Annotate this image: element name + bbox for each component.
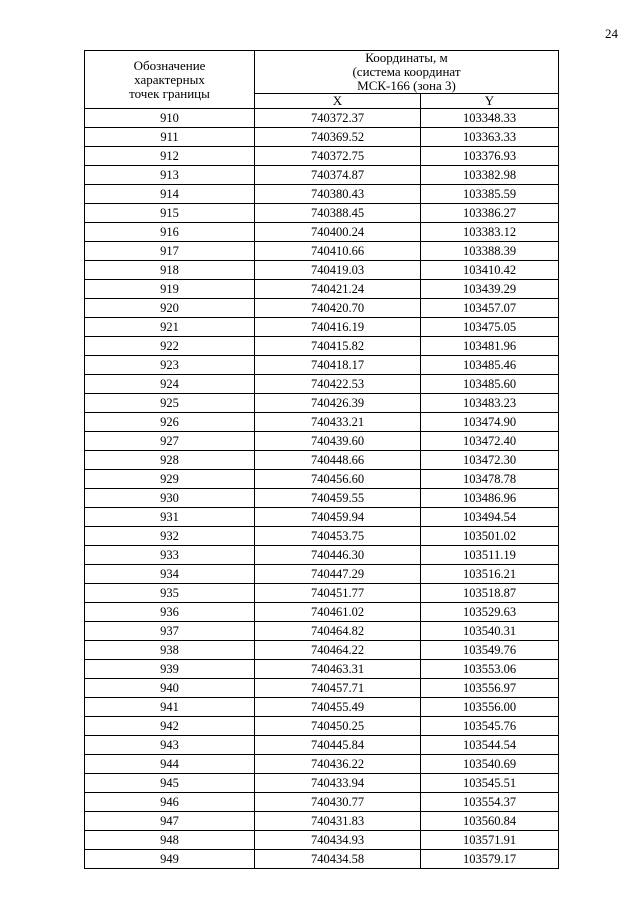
point-id-cell: 940 bbox=[85, 679, 255, 698]
y-coordinate-cell: 103553.06 bbox=[421, 660, 559, 679]
point-id-cell: 916 bbox=[85, 223, 255, 242]
table-row bbox=[85, 679, 559, 698]
x-coordinate-cell: 740459.55 bbox=[255, 489, 421, 508]
table-row bbox=[85, 831, 559, 850]
point-id-cell: 939 bbox=[85, 660, 255, 679]
x-coordinate-cell: 740400.24 bbox=[255, 223, 421, 242]
y-coordinate-cell: 103544.54 bbox=[421, 736, 559, 755]
x-coordinate-cell: 740431.83 bbox=[255, 812, 421, 831]
table-body bbox=[85, 109, 559, 869]
point-id-cell: 943 bbox=[85, 736, 255, 755]
table-row bbox=[85, 470, 559, 489]
y-coordinate-cell: 103540.31 bbox=[421, 622, 559, 641]
table-row bbox=[85, 432, 559, 451]
x-coordinate-cell: 740410.66 bbox=[255, 242, 421, 261]
table-row bbox=[85, 394, 559, 413]
point-id-cell: 924 bbox=[85, 375, 255, 394]
point-id-cell: 914 bbox=[85, 185, 255, 204]
x-coordinate-cell: 740434.58 bbox=[255, 850, 421, 869]
header-point-designation-label: Обозначение характерных точек границы bbox=[129, 57, 210, 101]
y-coordinate-cell: 103516.21 bbox=[421, 565, 559, 584]
point-id-cell: 931 bbox=[85, 508, 255, 527]
table-row bbox=[85, 375, 559, 394]
table-row bbox=[85, 166, 559, 185]
y-coordinate-cell: 103518.87 bbox=[421, 584, 559, 603]
y-coordinate-cell: 103383.12 bbox=[421, 223, 559, 242]
table-row bbox=[85, 356, 559, 375]
table-row bbox=[85, 546, 559, 565]
header-y: Y bbox=[421, 94, 559, 109]
y-coordinate-cell: 103382.98 bbox=[421, 166, 559, 185]
x-coordinate-cell: 740369.52 bbox=[255, 128, 421, 147]
x-coordinate-cell: 740426.39 bbox=[255, 394, 421, 413]
point-id-cell: 917 bbox=[85, 242, 255, 261]
table-row bbox=[85, 185, 559, 204]
x-coordinate-cell: 740434.93 bbox=[255, 831, 421, 850]
x-coordinate-cell: 740380.43 bbox=[255, 185, 421, 204]
table-row bbox=[85, 622, 559, 641]
point-id-cell: 923 bbox=[85, 356, 255, 375]
x-coordinate-cell: 740418.17 bbox=[255, 356, 421, 375]
header-coordinates-label: Координаты, м (система координат МСК-166 (зона 3) bbox=[352, 50, 461, 93]
y-coordinate-cell: 103483.23 bbox=[421, 394, 559, 413]
header-coordinates bbox=[255, 51, 559, 94]
point-id-cell: 938 bbox=[85, 641, 255, 660]
point-id-cell: 929 bbox=[85, 470, 255, 489]
table-row bbox=[85, 489, 559, 508]
table-row bbox=[85, 584, 559, 603]
y-coordinate-cell: 103571.91 bbox=[421, 831, 559, 850]
point-id-cell: 922 bbox=[85, 337, 255, 356]
header-x: X bbox=[255, 94, 421, 109]
table-row bbox=[85, 793, 559, 812]
y-coordinate-cell: 103472.30 bbox=[421, 451, 559, 470]
y-coordinate-cell: 103386.27 bbox=[421, 204, 559, 223]
table-header bbox=[85, 51, 559, 109]
table-row bbox=[85, 508, 559, 527]
point-id-cell: 910 bbox=[85, 109, 255, 128]
x-coordinate-cell: 740450.25 bbox=[255, 717, 421, 736]
table-row bbox=[85, 128, 559, 147]
point-id-cell: 945 bbox=[85, 774, 255, 793]
y-coordinate-cell: 103556.00 bbox=[421, 698, 559, 717]
table-row bbox=[85, 603, 559, 622]
point-id-cell: 912 bbox=[85, 147, 255, 166]
point-id-cell: 921 bbox=[85, 318, 255, 337]
x-coordinate-cell: 740433.94 bbox=[255, 774, 421, 793]
table-row bbox=[85, 736, 559, 755]
y-coordinate-cell: 103472.40 bbox=[421, 432, 559, 451]
header-point-designation bbox=[85, 51, 255, 109]
y-coordinate-cell: 103475.05 bbox=[421, 318, 559, 337]
point-id-cell: 926 bbox=[85, 413, 255, 432]
x-coordinate-cell: 740436.22 bbox=[255, 755, 421, 774]
point-id-cell: 913 bbox=[85, 166, 255, 185]
y-coordinate-cell: 103511.19 bbox=[421, 546, 559, 565]
table-row bbox=[85, 318, 559, 337]
y-coordinate-cell: 103457.07 bbox=[421, 299, 559, 318]
x-coordinate-cell: 740447.29 bbox=[255, 565, 421, 584]
x-coordinate-cell: 740461.02 bbox=[255, 603, 421, 622]
table-row bbox=[85, 717, 559, 736]
table-row bbox=[85, 337, 559, 356]
point-id-cell: 930 bbox=[85, 489, 255, 508]
x-coordinate-cell: 740374.87 bbox=[255, 166, 421, 185]
y-coordinate-cell: 103501.02 bbox=[421, 527, 559, 546]
y-coordinate-cell: 103545.51 bbox=[421, 774, 559, 793]
x-coordinate-cell: 740453.75 bbox=[255, 527, 421, 546]
y-coordinate-cell: 103481.96 bbox=[421, 337, 559, 356]
table-row bbox=[85, 223, 559, 242]
y-coordinate-cell: 103439.29 bbox=[421, 280, 559, 299]
table-row bbox=[85, 261, 559, 280]
point-id-cell: 934 bbox=[85, 565, 255, 584]
table-row bbox=[85, 660, 559, 679]
x-coordinate-cell: 740439.60 bbox=[255, 432, 421, 451]
x-coordinate-cell: 740464.22 bbox=[255, 641, 421, 660]
y-coordinate-cell: 103478.78 bbox=[421, 470, 559, 489]
table-row bbox=[85, 755, 559, 774]
x-coordinate-cell: 740455.49 bbox=[255, 698, 421, 717]
point-id-cell: 935 bbox=[85, 584, 255, 603]
x-coordinate-cell: 740416.19 bbox=[255, 318, 421, 337]
table-row bbox=[85, 527, 559, 546]
point-id-cell: 933 bbox=[85, 546, 255, 565]
table-row bbox=[85, 280, 559, 299]
y-coordinate-cell: 103385.59 bbox=[421, 185, 559, 204]
point-id-cell: 911 bbox=[85, 128, 255, 147]
y-coordinate-cell: 103549.76 bbox=[421, 641, 559, 660]
x-coordinate-cell: 740420.70 bbox=[255, 299, 421, 318]
x-coordinate-cell: 740422.53 bbox=[255, 375, 421, 394]
table-row bbox=[85, 242, 559, 261]
y-coordinate-cell: 103388.39 bbox=[421, 242, 559, 261]
x-coordinate-cell: 740372.37 bbox=[255, 109, 421, 128]
point-id-cell: 920 bbox=[85, 299, 255, 318]
table-row bbox=[85, 204, 559, 223]
y-coordinate-cell: 103545.76 bbox=[421, 717, 559, 736]
point-id-cell: 918 bbox=[85, 261, 255, 280]
x-coordinate-cell: 740445.84 bbox=[255, 736, 421, 755]
x-coordinate-cell: 740372.75 bbox=[255, 147, 421, 166]
point-id-cell: 932 bbox=[85, 527, 255, 546]
x-coordinate-cell: 740457.71 bbox=[255, 679, 421, 698]
x-coordinate-cell: 740446.30 bbox=[255, 546, 421, 565]
y-coordinate-cell: 103474.90 bbox=[421, 413, 559, 432]
point-id-cell: 937 bbox=[85, 622, 255, 641]
x-coordinate-cell: 740433.21 bbox=[255, 413, 421, 432]
table-row bbox=[85, 698, 559, 717]
table-row bbox=[85, 147, 559, 166]
table-row bbox=[85, 299, 559, 318]
point-id-cell: 944 bbox=[85, 755, 255, 774]
point-id-cell: 946 bbox=[85, 793, 255, 812]
point-id-cell: 915 bbox=[85, 204, 255, 223]
point-id-cell: 942 bbox=[85, 717, 255, 736]
table-row bbox=[85, 451, 559, 470]
x-coordinate-cell: 740448.66 bbox=[255, 451, 421, 470]
page-number: 24 bbox=[605, 26, 618, 41]
x-coordinate-cell: 740463.31 bbox=[255, 660, 421, 679]
point-id-cell: 919 bbox=[85, 280, 255, 299]
y-coordinate-cell: 103348.33 bbox=[421, 109, 559, 128]
x-coordinate-cell: 740415.82 bbox=[255, 337, 421, 356]
point-id-cell: 948 bbox=[85, 831, 255, 850]
y-coordinate-cell: 103560.84 bbox=[421, 812, 559, 831]
y-coordinate-cell: 103556.97 bbox=[421, 679, 559, 698]
y-coordinate-cell: 103579.17 bbox=[421, 850, 559, 869]
point-id-cell: 925 bbox=[85, 394, 255, 413]
table-row bbox=[85, 413, 559, 432]
table-row bbox=[85, 565, 559, 584]
point-id-cell: 927 bbox=[85, 432, 255, 451]
y-coordinate-cell: 103363.33 bbox=[421, 128, 559, 147]
y-coordinate-cell: 103486.96 bbox=[421, 489, 559, 508]
table-row bbox=[85, 109, 559, 128]
x-coordinate-cell: 740464.82 bbox=[255, 622, 421, 641]
point-id-cell: 928 bbox=[85, 451, 255, 470]
x-coordinate-cell: 740459.94 bbox=[255, 508, 421, 527]
point-id-cell: 936 bbox=[85, 603, 255, 622]
x-coordinate-cell: 740456.60 bbox=[255, 470, 421, 489]
point-id-cell: 941 bbox=[85, 698, 255, 717]
coordinates-table bbox=[84, 50, 559, 869]
y-coordinate-cell: 103529.63 bbox=[421, 603, 559, 622]
y-coordinate-cell: 103540.69 bbox=[421, 755, 559, 774]
table-row bbox=[85, 774, 559, 793]
x-coordinate-cell: 740419.03 bbox=[255, 261, 421, 280]
y-coordinate-cell: 103554.37 bbox=[421, 793, 559, 812]
y-coordinate-cell: 103376.93 bbox=[421, 147, 559, 166]
y-coordinate-cell: 103410.42 bbox=[421, 261, 559, 280]
table-row bbox=[85, 850, 559, 869]
x-coordinate-cell: 740430.77 bbox=[255, 793, 421, 812]
y-coordinate-cell: 103485.46 bbox=[421, 356, 559, 375]
x-coordinate-cell: 740451.77 bbox=[255, 584, 421, 603]
table-row bbox=[85, 812, 559, 831]
point-id-cell: 949 bbox=[85, 850, 255, 869]
y-coordinate-cell: 103494.54 bbox=[421, 508, 559, 527]
y-coordinate-cell: 103485.60 bbox=[421, 375, 559, 394]
x-coordinate-cell: 740388.45 bbox=[255, 204, 421, 223]
table-row bbox=[85, 641, 559, 660]
point-id-cell: 947 bbox=[85, 812, 255, 831]
x-coordinate-cell: 740421.24 bbox=[255, 280, 421, 299]
